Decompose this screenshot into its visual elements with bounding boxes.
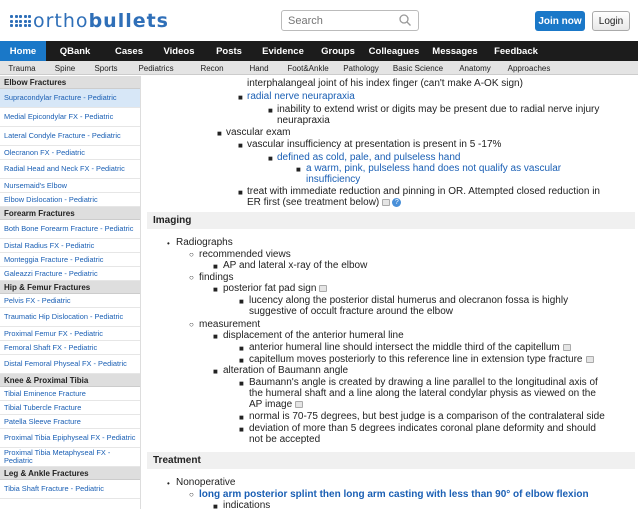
bullet: ■ [239, 413, 244, 422]
text-line: treat with immediate reduction and pinning in OR. Attempted closed reduction in [247, 186, 600, 197]
sidebar-item[interactable]: Supracondylar Fracture - Pediatric [0, 89, 140, 108]
section-header-imaging: Imaging [147, 212, 635, 229]
text-line: posterior fat pad sign [223, 283, 317, 294]
image-icon[interactable] [382, 199, 390, 206]
image-icon[interactable] [563, 344, 571, 351]
bullet: ■ [238, 141, 243, 150]
sidebar-item[interactable]: Radial Head and Neck FX - Pediatric [0, 160, 140, 179]
bullet: ■ [238, 188, 243, 197]
text-line: inability to extend wrist or digits may be present due to radial nerve injury [277, 104, 600, 115]
subnav-spine[interactable]: Spine [54, 63, 76, 73]
orthobullets-logo[interactable] [10, 9, 183, 33]
bullet: ■ [239, 379, 244, 388]
bullet: ■ [213, 285, 218, 294]
sidebar-heading: Knee & Proximal Tibia [0, 374, 140, 387]
bullet: ■ [213, 367, 218, 376]
sidebar-item[interactable]: Proximal Tibia Epiphyseal FX - Pediatric [0, 429, 140, 448]
login-button[interactable]: Login [592, 11, 630, 31]
text-line: findings [199, 272, 234, 283]
text-line: interphalangeal joint of his index finger (can't make A-OK sign) [247, 78, 523, 89]
sidebar-item[interactable]: Distal Radius FX - Pediatric [0, 239, 140, 253]
sidebar-item[interactable]: Traumatic Hip Dislocation - Pediatric [0, 308, 140, 327]
logo-dots-icon [10, 15, 31, 27]
bullet: ■ [268, 154, 273, 163]
sidebar-item[interactable]: Elbow Dislocation - Pediatric [0, 193, 140, 207]
bullet: ■ [239, 344, 244, 353]
topic-link[interactable]: radial nerve neurapraxia [247, 91, 355, 102]
join-now-button[interactable]: Join now [535, 11, 585, 31]
bullet: ■ [217, 129, 222, 138]
sidebar-item[interactable]: Proximal Tibia Metaphyseal FX - Pediatric [0, 448, 140, 467]
subnav-trauma[interactable]: Trauma [8, 63, 36, 73]
sidebar-heading: Leg & Ankle Fractures [0, 467, 140, 480]
bullet: ○ [189, 273, 194, 282]
sidebar-item[interactable]: Patella Sleeve Fracture [0, 415, 140, 429]
section-header-treatment: Treatment [147, 452, 635, 469]
text-line: neurapraxia [277, 115, 330, 126]
bullet: ■ [238, 93, 243, 102]
text-line: AP and lateral x-ray of the elbow [223, 260, 368, 271]
image-icon[interactable] [295, 401, 303, 408]
text-line [247, 197, 401, 209]
bullet: ■ [213, 262, 218, 271]
search-icon[interactable] [398, 13, 412, 27]
bullet: • [167, 239, 170, 248]
text-line [249, 399, 303, 411]
sidebar-item[interactable]: Distal Femoral Physeal FX - Pediatric [0, 355, 140, 374]
bullet: ○ [189, 250, 194, 259]
text-line: lucency along the posterior distal humerus and olecranon fossa is highly [249, 295, 569, 306]
subnav-foot-ankle[interactable]: Foot&Ankle [287, 63, 329, 73]
text-line: suggestive of occult fracture around the elbow [249, 306, 454, 317]
bullet: ■ [239, 297, 244, 306]
sidebar-item[interactable]: Both Bone Forearm Fracture - Pediatric [0, 220, 140, 239]
sidebar-item[interactable]: Tibial Eminence Fracture [0, 387, 140, 401]
nav-evidence[interactable]: Evidence [262, 45, 304, 57]
text-line: Nonoperative [176, 477, 236, 488]
topic-link[interactable]: defined as cold, pale, and pulseless hand [277, 152, 461, 163]
text-line: Radiographs [176, 237, 233, 248]
bullet: ■ [268, 106, 273, 115]
text-line: vascular exam [226, 127, 291, 138]
sidebar-item[interactable]: Femoral Shaft FX - Pediatric [0, 341, 140, 355]
subnav-pediatrics[interactable]: Pediatrics [138, 63, 174, 73]
text-line: measurement [199, 319, 261, 330]
sidebar-item[interactable]: Proximal Femur FX - Pediatric [0, 327, 140, 341]
main-nav [0, 41, 638, 61]
bullet: ■ [213, 332, 218, 341]
text-line: capitellum moves posteriorly to this reference line in extension type fracture [249, 354, 583, 365]
text-line [223, 283, 327, 295]
sidebar-heading: Hip & Femur Fractures [0, 281, 140, 294]
bullet: ■ [296, 165, 301, 174]
main-content [141, 76, 638, 509]
sidebar-item[interactable]: Galeazzi Fracture - Pediatric [0, 267, 140, 281]
topic-link[interactable]: a warm, pink, pulseless hand does not qualify as vascular [306, 163, 562, 174]
text-line: vascular insufficiency at presentation is present in 5 -17% [247, 139, 502, 150]
text-line: alteration of Baumann angle [223, 365, 349, 376]
text-line: ER first (see treatment below) [247, 197, 380, 208]
sidebar-item[interactable]: Tibia Shaft Fracture - Pediatric [0, 480, 140, 499]
text-line: deviation of more than 5 degrees indicates coronal plane deformity and should [249, 423, 596, 434]
bullet: ■ [213, 502, 218, 509]
nav-qbank[interactable]: QBank [59, 45, 91, 57]
nav-posts[interactable]: Posts [216, 45, 242, 57]
sidebar-item[interactable]: Olecranon FX - Pediatric [0, 146, 140, 160]
text-line: normal is 70-75 degrees, but best judge is a comparison of the contralateral side [249, 411, 605, 422]
sidebar-item[interactable]: Medial Epicondylar FX - Pediatric [0, 108, 140, 127]
nav-videos[interactable]: Videos [163, 45, 195, 57]
text-line: the humeral shaft and a line along the lateral condylar physis as viewed on the [249, 388, 596, 399]
sidebar [0, 76, 141, 509]
svg-text:orthobullets: orthobullets [33, 10, 169, 32]
text-line: AP image [249, 399, 293, 410]
text-line: recommended views [199, 249, 291, 260]
logo-wordmark [33, 9, 183, 33]
topic-link[interactable]: long arm posterior splint then long arm casting with less than 90° of elbow flexion [199, 489, 589, 500]
text-line: indications [223, 500, 271, 509]
text-line [249, 354, 594, 366]
sidebar-item[interactable]: Lateral Condyle Fracture - Pediatric [0, 127, 140, 146]
subnav-recon[interactable]: Recon [200, 63, 224, 73]
subnav-basic-science[interactable]: Basic Science [392, 63, 444, 73]
nav-cases[interactable]: Cases [115, 45, 143, 57]
subnav-approaches[interactable]: Approaches [507, 63, 551, 73]
bullet: ○ [189, 320, 194, 329]
sidebar-item[interactable]: Nursemaid's Elbow [0, 179, 140, 193]
text-line: anterior humeral line should intersect the middle third of the capitellum [249, 342, 560, 353]
nav-messages[interactable]: Messages [432, 45, 478, 57]
sub-nav [0, 61, 638, 75]
bullet: ■ [239, 425, 244, 434]
nav-groups[interactable]: Groups [321, 45, 355, 57]
sidebar-item[interactable]: Pelvis FX - Pediatric [0, 294, 140, 308]
image-icon[interactable] [586, 356, 594, 363]
text-line: displacement of the anterior humeral line [223, 330, 404, 341]
subnav-pathology[interactable]: Pathology [343, 63, 379, 73]
sidebar-heading: Forearm Fractures [0, 207, 140, 220]
text-line: not be accepted [249, 434, 321, 445]
site-header [0, 0, 638, 40]
question-icon[interactable]: ? [392, 198, 401, 207]
subnav-anatomy[interactable]: Anatomy [459, 63, 491, 73]
nav-home[interactable]: Home [0, 41, 46, 61]
bullet: ■ [239, 356, 244, 365]
bullet: • [167, 479, 170, 488]
text-line: Baumann's angle is created by drawing a line parallel to the longitudinal axis of [249, 377, 598, 388]
sidebar-heading: Elbow Fractures [0, 76, 140, 89]
sidebar-item[interactable]: Monteggia Fracture - Pediatric [0, 253, 140, 267]
subnav-sports[interactable]: Sports [94, 63, 118, 73]
nav-colleagues[interactable]: Colleagues [368, 45, 420, 57]
text-line [249, 342, 571, 354]
subnav-hand[interactable]: Hand [249, 63, 269, 73]
bullet: ○ [189, 490, 194, 499]
nav-feedback[interactable]: Feedback [494, 45, 538, 57]
topic-link[interactable]: insufficiency [306, 174, 361, 185]
image-icon[interactable] [319, 285, 327, 292]
sidebar-item[interactable]: Tibial Tubercle Fracture [0, 401, 140, 415]
